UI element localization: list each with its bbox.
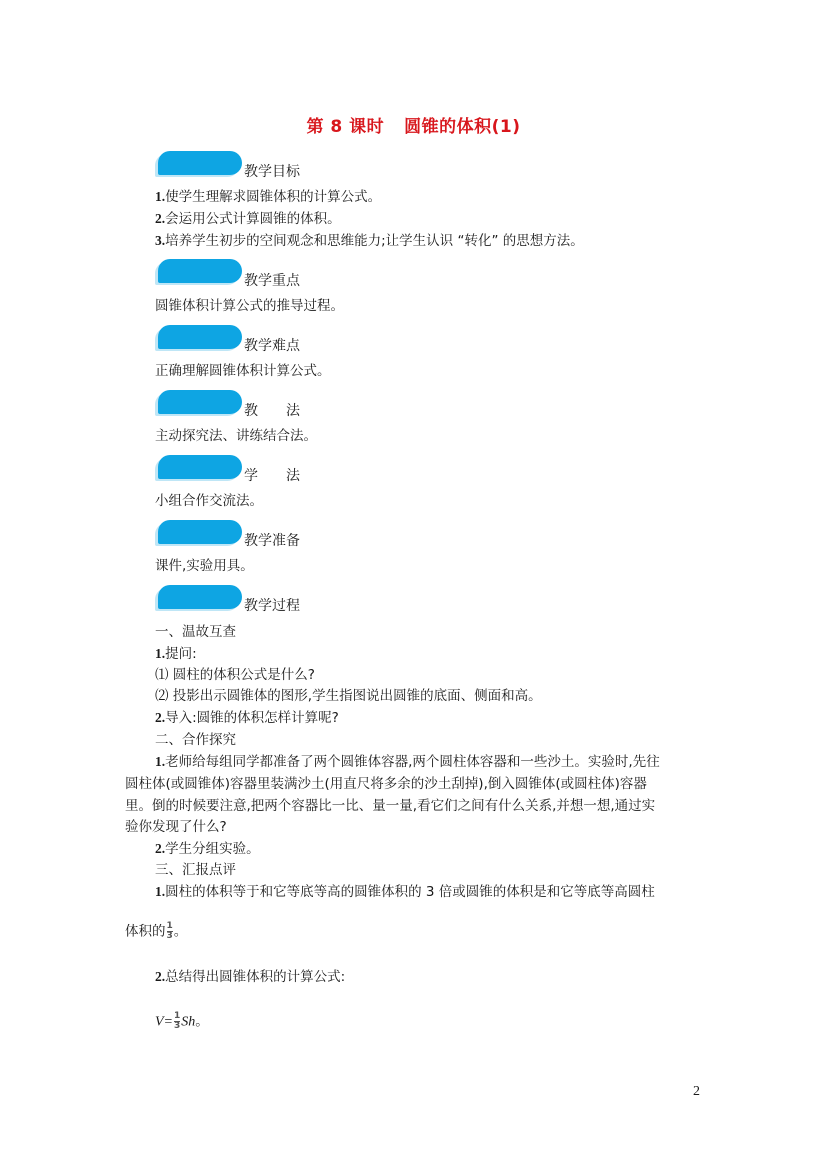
process-paragraph: 1.圆柱的体积等于和它等底等高的圆锥体积的 3 倍或圆锥的体积是和它等底等高圆柱 bbox=[155, 884, 655, 900]
process-question: ⑵ 投影出示圆锥体的图形,学生指图说出圆锥的底面、侧面和高。 bbox=[155, 688, 542, 704]
difficulties-text: 正确理解圆锥体积计算公式。 bbox=[155, 363, 331, 379]
process-part-heading: 三、汇报点评 bbox=[155, 862, 236, 878]
section-heading-preparation: 教学准备 bbox=[244, 533, 300, 549]
fraction-one-third: $\frac{1}{3}$ bbox=[166, 921, 173, 941]
section-heading-key-points: 教学重点 bbox=[244, 273, 300, 289]
lesson-topic: 圆锥的体积(1) bbox=[404, 117, 521, 137]
section-tag-decoration bbox=[155, 520, 242, 546]
section-heading-teaching-method: 教 法 bbox=[244, 403, 300, 419]
process-paragraph-line: 体积的$\frac{1}{3}$ 。 bbox=[125, 921, 188, 941]
teaching-method-text: 主动探究法、讲练结合法。 bbox=[155, 428, 317, 444]
learning-method-text: 小组合作交流法。 bbox=[155, 493, 263, 509]
fraction-one-third: $\frac{1}{3}$ bbox=[174, 1011, 181, 1031]
section-heading-learning-method: 学 法 bbox=[244, 468, 300, 484]
goal-item: 2.会运用公式计算圆锥的体积。 bbox=[155, 211, 341, 227]
process-paragraph-line: 圆柱体(或圆锥体)容器里装满沙土(用直尺将多余的沙土刮掉),倒入圆锥体(或圆柱体)容器 bbox=[125, 776, 647, 792]
volume-formula: $V=\frac{1}{3}$ Sh。 bbox=[155, 1011, 209, 1031]
process-question: ⑴ 圆柱的体积公式是什么? bbox=[155, 667, 315, 683]
section-heading-goals: 教学目标 bbox=[244, 164, 300, 180]
preparation-text: 课件,实验用具。 bbox=[155, 558, 254, 574]
goal-item: 3.培养学生初步的空间观念和思维能力;让学生认识 “转化” 的思想方法。 bbox=[155, 233, 584, 249]
key-points-text: 圆锥体积计算公式的推导过程。 bbox=[155, 298, 344, 314]
process-part-heading: 二、合作探究 bbox=[155, 732, 236, 748]
goal-item: 1.使学生理解求圆锥体积的计算公式。 bbox=[155, 189, 382, 205]
process-item: 2.导入:圆锥的体积怎样计算呢? bbox=[155, 710, 339, 726]
process-part-heading: 一、温故互查 bbox=[155, 624, 236, 640]
section-heading-process: 教学过程 bbox=[244, 598, 300, 614]
section-tag-decoration bbox=[155, 585, 242, 611]
process-paragraph-line: 验你发现了什么? bbox=[125, 819, 227, 835]
section-tag-decoration bbox=[155, 390, 242, 416]
process-paragraph: 1.老师给每组同学都准备了两个圆锥体容器,两个圆柱体容器和一些沙土。实验时,先往 bbox=[155, 754, 660, 770]
process-paragraph-line: 里。倒的时候要注意,把两个容器比一比、量一量,看它们之间有什么关系,并想一想,通过实 bbox=[125, 798, 656, 814]
lesson-label: 第 8 课时 bbox=[306, 117, 385, 137]
section-tag-decoration bbox=[155, 455, 242, 481]
process-item: 1.提问: bbox=[155, 646, 197, 662]
process-item: 2.总结得出圆锥体积的计算公式: bbox=[155, 969, 346, 985]
process-item: 2.学生分组实验。 bbox=[155, 841, 260, 857]
page-title bbox=[0, 112, 827, 137]
section-heading-difficulties: 教学难点 bbox=[244, 338, 300, 354]
section-tag-decoration bbox=[155, 325, 242, 351]
page-number: 2 bbox=[693, 1084, 700, 1099]
section-tag-decoration bbox=[155, 151, 242, 177]
section-tag-decoration bbox=[155, 259, 242, 285]
